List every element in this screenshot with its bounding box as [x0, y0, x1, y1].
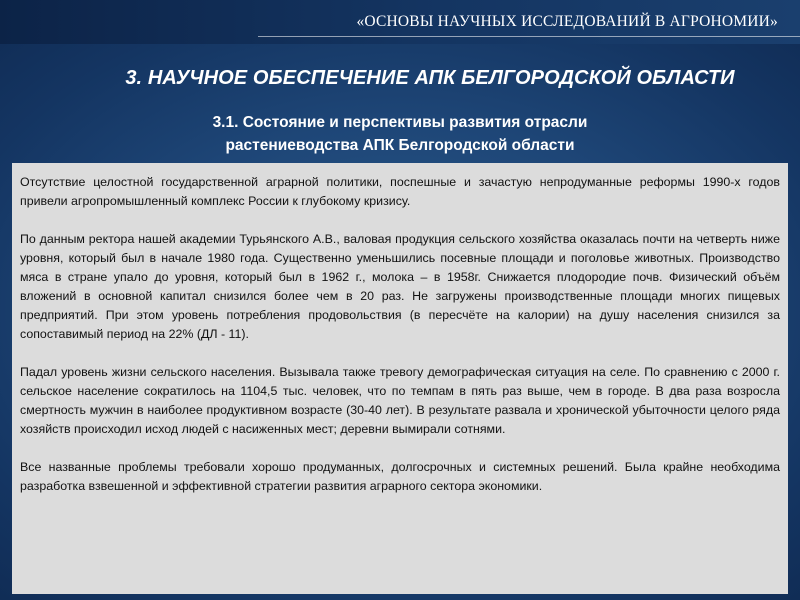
content-body — [20, 173, 780, 496]
header-divider — [258, 36, 800, 37]
subsection-title — [150, 111, 650, 157]
paragraph-2: По данным ректора нашей академии Турьянского А.В., валовая продукция сельского хозяйства оказалась почти на четверть ниже уровня, который был в начале 1980 года. Существенно уменьшились посевные площади и поголовье животных. Производство мяса в стране упало до уровня, который был в 1962 г., молока – в 1958г. Снижается плодородие почв. Физический объём вложений в основной капитал снизился более чем в 20 раз. Не загружены производственные площади многих пищевых предприятий. При этом уровень потребления продовольствия (в пересчёте на калории) на душу населения снизился за сопоставимый период на 22% (ДЛ - 11). — [20, 232, 780, 341]
course-title: «ОСНОВЫ НАУЧНЫХ ИССЛЕДОВАНИЙ В АГРОНОМИИ» — [356, 13, 778, 30]
paragraph-4: Все названные проблемы требовали хорошо продуманных, долгосрочных и системных решений. Была крайне необходима разработка взвешенной и эффективной стратегии развития аграрного сектора экономики. — [20, 460, 780, 493]
paragraph-1: Отсутствие целостной государственной аграрной политики, поспешные и зачастую непродуманные реформы 1990-х годов привели агропромышленный комплекс России к глубокому кризису. — [20, 175, 780, 208]
subsection-title-line-2: растениеводства АПК Белгородской области — [225, 137, 575, 154]
paragraph-3: Падал уровень жизни сельского населения. Вызывала также тревогу демографическая ситуация на селе. По сравнению с 2000 г. сельское население сократилось на 1104,5 тыс. человек, что по темпам в пять раз выше, чем в городе. В два раза возросла смертность мужчин в наиболее продуктивном возрасте (30-40 лет). В результате развала и хронической убыточности целого ряда хозяйств происходил исход людей с насиженных мест; деревни вымирали сотнями. — [20, 365, 780, 436]
section-title: 3. НАУЧНОЕ ОБЕСПЕЧЕНИЕ АПК БЕЛГОРОДСКОЙ ОБЛАСТИ — [125, 67, 735, 89]
subsection-title-line-1: 3.1. Состояние и перспективы развития отрасли — [212, 114, 588, 131]
